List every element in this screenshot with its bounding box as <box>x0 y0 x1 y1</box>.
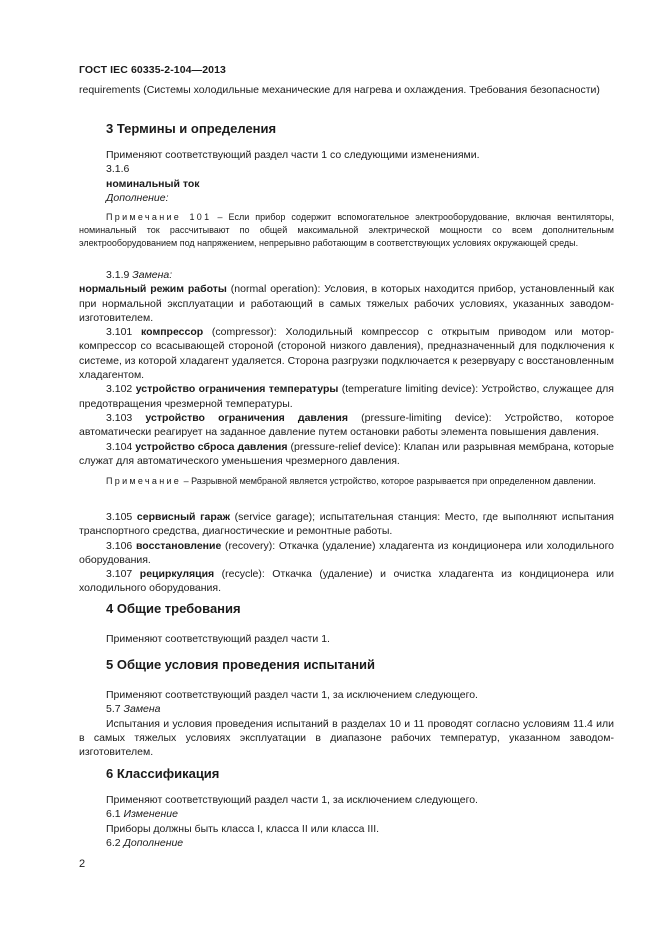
section-5-body <box>79 688 614 759</box>
term-title: сервисный гараж <box>136 511 231 523</box>
clause-number: 3.1.6 <box>106 163 130 176</box>
term-definition: (recycle): Откачка (удаление) и очистка хладагента из кондиционера или холодильного оборудования. <box>79 568 615 595</box>
section-4-body <box>79 632 614 646</box>
section-5-apply: Применяют соответствующий раздел части 1, за исключением следующего. <box>106 689 478 701</box>
term-title: номинальный ток <box>106 177 200 190</box>
note-101 <box>79 211 614 249</box>
document-header: ГОСТ IEC 60335-2-104—2013 <box>79 64 226 76</box>
definition-3-101 <box>79 325 614 382</box>
section-6-title: 6 Классификация <box>106 766 220 781</box>
section-6-1-text: Приборы должны быть класса I, класса II или класса III. <box>106 822 380 835</box>
change-label: Изменение <box>123 808 178 821</box>
note-text: – Если прибор содержит вспомогательное электрооборудование, включая вентиляторы, номинальный ток рассчитывают по общей максимальной электрической мощности со всем дополнительным электрооборудованием под напряжением, непрерывно работающим в соответствующих условиях окружающей среды. <box>79 212 615 248</box>
clause-number: 3.1.9 <box>106 269 130 281</box>
intro-paragraph <box>79 83 614 97</box>
clause-number: 5.7 <box>106 703 121 716</box>
definition-3-102 <box>79 382 614 411</box>
section-3-definitions <box>79 268 614 468</box>
clause-number: 3.104 <box>106 440 133 453</box>
note-membrane <box>79 475 614 488</box>
section-5-text: Испытания и условия проведения испытаний в разделах 10 и 11 проводят согласно условиям 11.4 или в самых тяжелых условиях эксплуатации в диапазоне рабочих температур, указанном заводом-изготовителем. <box>79 717 614 759</box>
term-title: нормальный режим работы <box>79 283 227 296</box>
clause-number: 6.1 <box>106 808 121 821</box>
term-definition: (temperature limiting device): Устройство, служащее для предотвращения чрезмерной температуры. <box>79 383 614 410</box>
definition-3-105 <box>79 510 614 539</box>
clause-6-1-header <box>79 807 614 821</box>
addition-label: Дополнение: <box>106 191 169 204</box>
replace-label: Замена: <box>132 269 173 281</box>
term-title: устройство ограничения температуры <box>135 383 339 396</box>
clause-number: 6.2 <box>106 836 121 849</box>
term-title: рециркуляция <box>139 568 215 581</box>
definition-3-103 <box>79 411 614 440</box>
section-4-title: 4 Общие требования <box>106 601 241 616</box>
section-6-apply: Применяют соответствующий раздел части 1, за исключением следующего. <box>106 794 478 806</box>
term-definition: (compressor): Холодильный компрессор с открытым приводом или мотор-компрессор со всасывающей стороной (стороной низкого давления), предназначенный для подключения к системе, из которой хладагент удаляется. Сторона разгрузки подключается к резервуару с восстановленным хладагентом. <box>79 326 614 382</box>
term-definition: (pressure-relief device): Клапан или разрывная мембрана, которые служат для автоматического уменьшения чрезмерного давления. <box>79 440 615 467</box>
section-6-body <box>79 793 614 850</box>
intro-text: requirements (Системы холодильные механические для нагрева и охлаждения. Требования безопасности) <box>79 84 600 96</box>
clause-number: 3.105 <box>106 511 133 523</box>
definition-3-106 <box>79 539 614 568</box>
addition-label: Дополнение <box>123 836 184 849</box>
section-3-intro <box>79 148 614 205</box>
note-label: Примечание 101 <box>106 212 212 222</box>
clause-3-1-9-header <box>79 268 614 282</box>
clause-5-7-header <box>79 702 614 716</box>
term-title: устройство сброса давления <box>135 440 288 453</box>
term-title: устройство ограничения давления <box>145 411 349 424</box>
note-label: Примечание <box>106 476 182 486</box>
clause-number: 3.102 <box>106 383 133 396</box>
term-definition: (service garage); испытательная станция: Место, где выполняют испытания транспортного средства, диагностические и ремонтные работы. <box>79 511 614 538</box>
section-5-title: 5 Общие условия проведения испытаний <box>106 657 376 672</box>
term-definition: (recovery): Откачка (удаление) хладагента из кондиционера или холодильного оборудования. <box>79 539 615 566</box>
section-3-definitions-cont <box>79 510 614 596</box>
note-text: – Разрывной мембраной является устройство, которое разрывается при определенном давлении. <box>181 476 596 486</box>
page-number: 2 <box>79 858 86 870</box>
section-3-apply: Применяют соответствующий раздел части 1 со следующими изменениями. <box>106 149 480 161</box>
section-4-apply: Применяют соответствующий раздел части 1. <box>106 633 330 645</box>
definition-3-104 <box>79 440 614 469</box>
definition-3-107 <box>79 567 614 596</box>
replace-label: Замена <box>123 703 161 716</box>
term-definition: (pressure-limiting device): Устройство, которое автоматически реагирует на заданное давление путем остановки работы элемента повышения давления. <box>79 411 614 439</box>
term-definition: (normal operation): Условия, в которых находится прибор, установленный как при нормальной эксплуатации и работающий в самых тяжелых рабочих условиях, указанных заводом-изготовителем. <box>79 283 614 324</box>
clause-number: 3.107 <box>106 568 133 581</box>
section-3-title: 3 Термины и определения <box>106 121 277 136</box>
clause-number: 3.106 <box>106 539 133 552</box>
term-title: восстановление <box>135 539 222 552</box>
clause-number: 3.103 <box>106 411 133 424</box>
clause-6-2-header <box>79 836 614 850</box>
clause-number: 3.101 <box>106 326 133 339</box>
definition-3-1-9 <box>79 282 614 325</box>
term-title: компрессор <box>141 326 204 339</box>
